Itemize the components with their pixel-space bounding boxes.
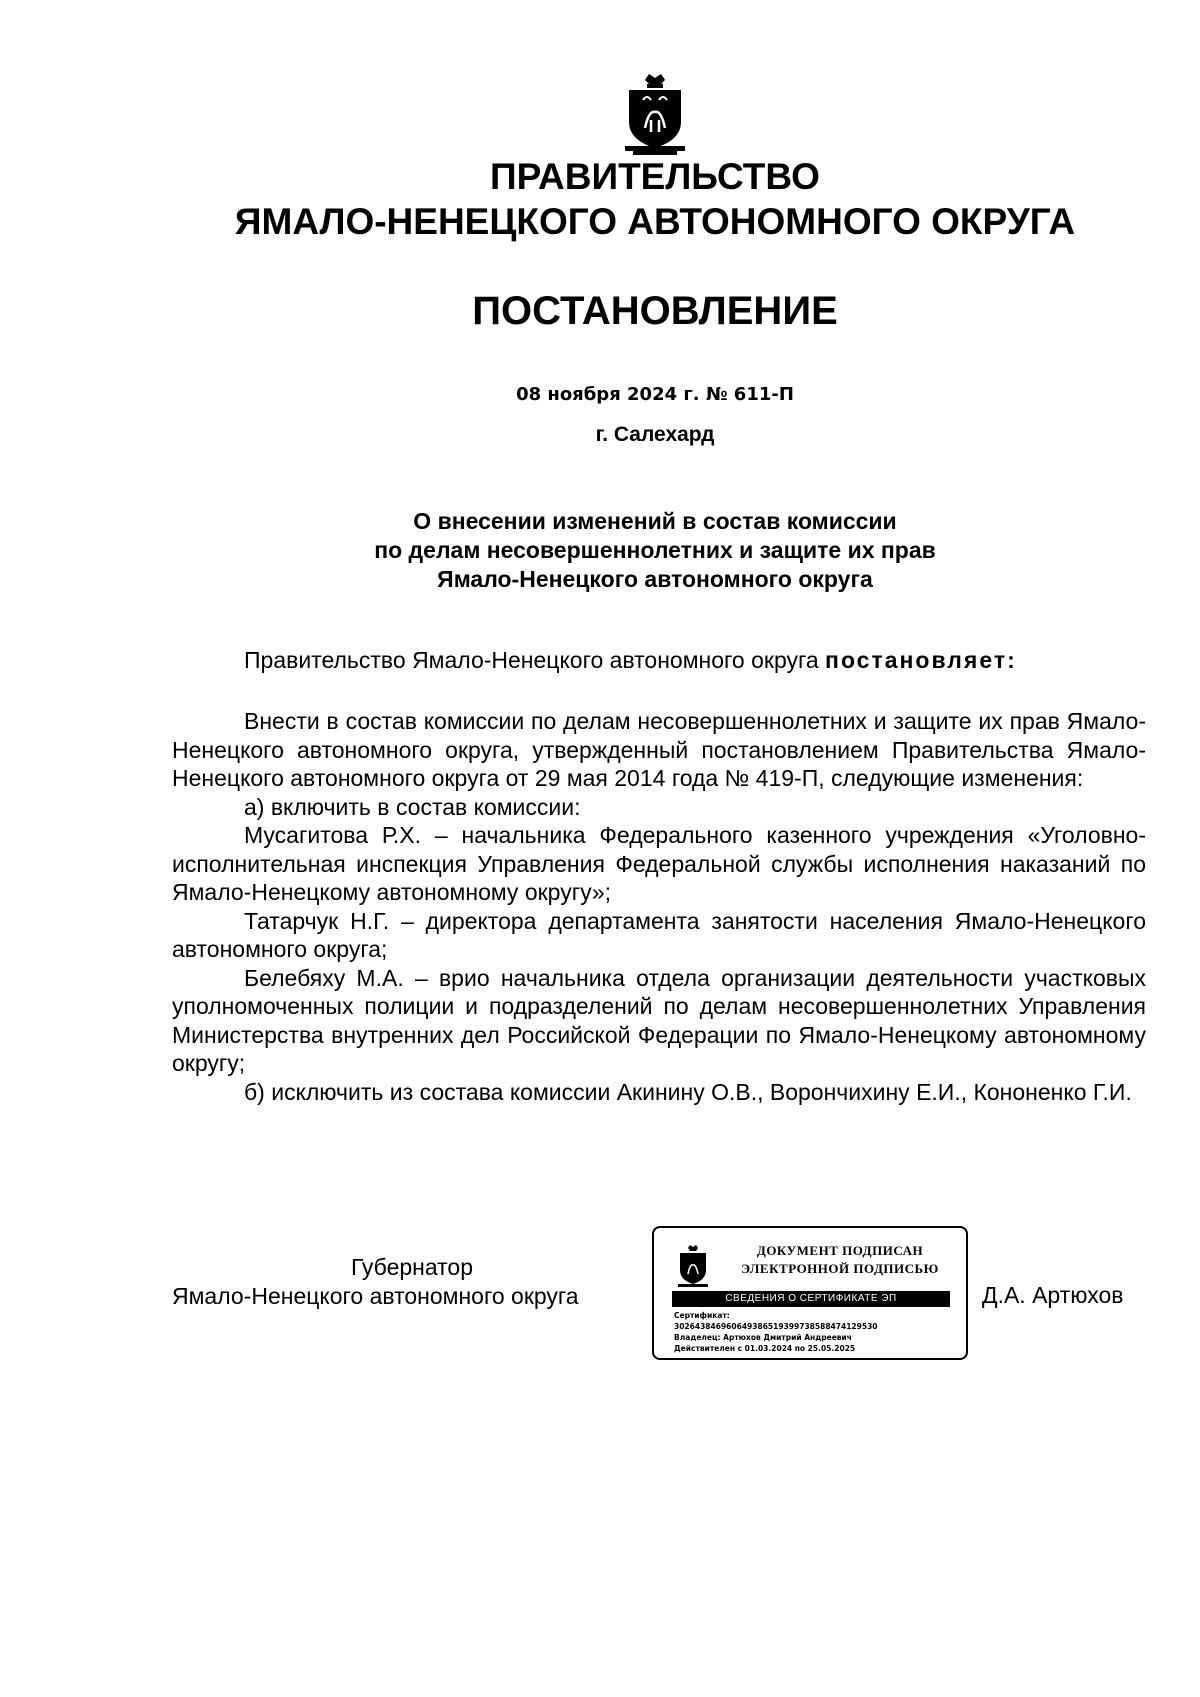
certificate-owner: Владелец: Артюхов Дмитрий Андреевич bbox=[674, 1333, 852, 1342]
document-subject bbox=[0, 507, 1200, 594]
signatory-name: Д.А. Артюхов bbox=[982, 1282, 1124, 1308]
stamp-certificate-info bbox=[674, 1310, 954, 1354]
body-paragraph: Белебяху М.А. – врио начальника отдела организации деятельности участковых уполномоченных полиции и подразделений по делам несовершеннолетних Управления Министерства внутренних дел Российской Федерации по Ямало-Ненецкому автономному округу; bbox=[172, 964, 1146, 1076]
subject-line: по делам несовершеннолетних и защите их прав bbox=[374, 537, 936, 563]
certificate-validity: Действителен с 01.03.2024 по 25.05.2025 bbox=[674, 1344, 856, 1353]
decrees-line bbox=[172, 646, 1146, 675]
stamp-heading-line2: ЭЛЕКТРОННОЙ ПОДПИСЬЮ bbox=[741, 1261, 939, 1276]
stamp-heading bbox=[720, 1242, 960, 1278]
subject-line: О внесении изменений в состав комиссии bbox=[413, 508, 897, 534]
document-type: ПОСТАНОВЛЕНИЕ bbox=[472, 289, 838, 333]
coat-of-arms-icon bbox=[676, 1244, 710, 1288]
signatory-title-line2: Ямало-Ненецкого автономного округа bbox=[172, 1283, 579, 1309]
organization-name-line2: ЯМАЛО-НЕНЕЦКОГО АВТОНОМНОГО ОКРУГА bbox=[234, 201, 1076, 242]
subject-line: Ямало-Ненецкого автономного округа bbox=[437, 566, 873, 592]
decrees-word: постановляет: bbox=[825, 647, 1017, 673]
body-paragraph: б) исключить из состава комиссии Акинину О.В., Ворончихину Е.И., Кононенко Г.И. bbox=[244, 1078, 1132, 1105]
body-paragraph: Татарчук Н.Г. – директора департамента занятости населения Ямало-Ненецкого автономного округа; bbox=[172, 907, 1146, 962]
signatory-title-line1: Губернатор bbox=[350, 1254, 474, 1280]
date-and-number: 08 ноября 2024 г. № 611-П bbox=[516, 384, 794, 405]
certificate-number: 3026438469606493865193997385884741295​30 bbox=[674, 1322, 878, 1331]
electronic-signature-stamp bbox=[652, 1226, 968, 1360]
signatory-title bbox=[172, 1253, 652, 1311]
certificate-label: Сертификат: bbox=[674, 1311, 730, 1320]
body-paragraph: а) включить в состав комиссии: bbox=[244, 793, 581, 820]
organization-name-line1: ПРАВИТЕЛЬСТВО bbox=[490, 156, 820, 197]
body-paragraph: Мусагитова Р.Х. – начальника Федерального казенного учреждения «Уголовно-исполнительная инспекция Управления Федеральной службы исполнения наказаний по Ямало-Ненецкому автономному округу»; bbox=[172, 822, 1146, 905]
stamp-heading-line1: ДОКУМЕНТ ПОДПИСАН bbox=[756, 1243, 924, 1258]
city: г. Салехард bbox=[595, 423, 715, 446]
decrees-prefix: Правительство Ямало-Ненецкого автономного округа bbox=[244, 647, 826, 673]
coat-of-arms-icon bbox=[621, 70, 689, 156]
stamp-certificate-bar: СВЕДЕНИЯ О СЕРТИФИКАТЕ ЭП bbox=[672, 1291, 950, 1307]
body-paragraph: Внести в состав комиссии по делам несовершеннолетних и защите их прав Ямало-Ненецкого автономного округа, утвержденный постановлением Правительства Ямало-Ненецкого автономного округа от 29 мая 2014 года № 419-П, следующие изменения: bbox=[172, 708, 1146, 791]
resolution-body bbox=[172, 707, 1146, 1106]
